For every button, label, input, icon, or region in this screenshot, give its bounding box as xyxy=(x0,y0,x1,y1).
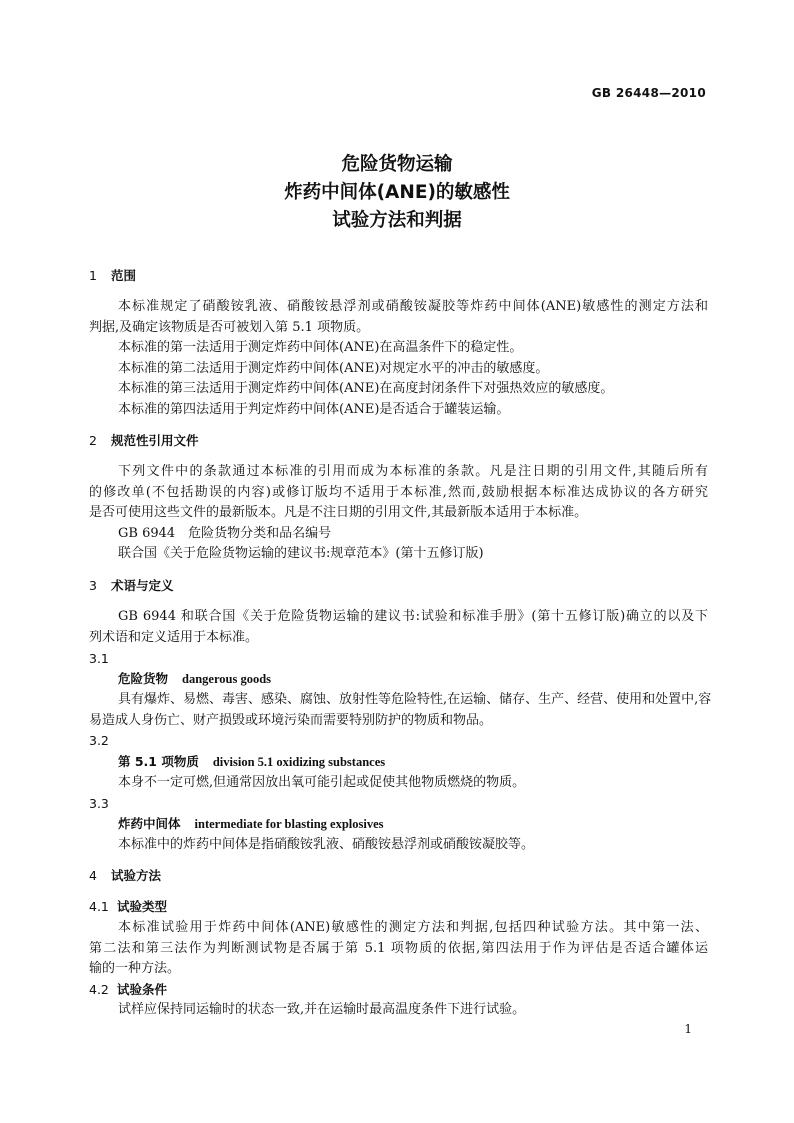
term-chinese: 炸药中间体 xyxy=(118,816,181,831)
document-title-line-1: 危险货物运输 xyxy=(341,154,453,175)
section-1-heading xyxy=(89,266,708,286)
paragraph-line: 本标准规定了硝酸铵乳液、硝酸铵悬浮剂或硝酸铵凝胶等炸药中间体(ANE)敏感性的测定方法和 xyxy=(118,299,708,314)
page-number: 1 xyxy=(684,1022,692,1036)
paragraph-line: 列术语和定义适用于本标准。 xyxy=(89,630,259,645)
paragraph-line: 判据,及确定该物质是否可被划入第 5.1 项物质。 xyxy=(89,320,370,335)
subsection-title: 试验条件 xyxy=(117,982,168,997)
subsection-title: 试验类型 xyxy=(117,899,168,914)
paragraph-line: 本标准的第三法适用于测定炸药中间体(ANE)在高度封闭条件下对强热效应的敏感度。 xyxy=(118,381,614,396)
paragraph-line: 本标准试验用于炸药中间体(ANE)敏感性的测定方法和判据,包括四种试验方法。其中第一法、 xyxy=(118,920,708,935)
paragraph-line: 是否可使用这些文件的最新版本。凡是不注日期的引用文件,其最新版本适用于本标准。 xyxy=(89,505,588,520)
section-number: 3 xyxy=(89,578,97,593)
term-english: dangerous goods xyxy=(182,672,272,686)
section-number: 1 xyxy=(89,268,97,283)
section-title: 规范性引用文件 xyxy=(111,433,199,448)
term-heading xyxy=(118,669,708,689)
subsection-number: 4.2 xyxy=(89,982,109,997)
reference-item: GB 6944 危险货物分类和品名编号 xyxy=(118,526,332,541)
section-number: 2 xyxy=(89,433,97,448)
section-title: 试验方法 xyxy=(111,868,162,883)
subsection-number: 4.1 xyxy=(89,899,109,914)
reference-item: 联合国《关于危险货物运输的建议书:规章范本》(第十五修订版) xyxy=(118,546,484,561)
subsection-4-2-heading xyxy=(89,980,708,1000)
term-english: division 5.1 oxidizing substances xyxy=(212,755,386,769)
term-heading xyxy=(118,752,708,772)
paragraph-line: 输的一种方法。 xyxy=(89,961,181,976)
term-english: intermediate for blasting explosives xyxy=(194,817,384,831)
paragraph-line: 试样应保持同运输时的状态一致,并在运输时最高温度条件下进行试验。 xyxy=(118,1002,526,1017)
section-number: 4 xyxy=(89,868,97,883)
paragraph-line: 第二法和第三法作为判断测试物是否属于第 5.1 项物质的依据,第四法用于作为评估是否适合罐体运 xyxy=(89,941,708,956)
paragraph-line: 的修改单(不包括勘误的内容)或修订版均不适用于本标准,然而,鼓励根据本标准达成协议的各方研究 xyxy=(89,485,708,500)
section-4-heading xyxy=(89,866,708,886)
section-title: 范围 xyxy=(111,268,137,283)
document-title-line-2: 炸药中间体(ANE)的敏感性 xyxy=(284,182,510,203)
definition-line: 具有爆炸、易燃、毒害、感染、腐蚀、放射性等危险特性,在运输、储存、生产、经营、使用和处置中,容 xyxy=(118,692,712,707)
section-title: 术语与定义 xyxy=(111,578,174,593)
term-number: 3.3 xyxy=(89,796,109,811)
term-chinese: 第 5.1 项物质 xyxy=(118,754,199,769)
paragraph-line: 本标准的第一法适用于测定炸药中间体(ANE)在高温条件下的稳定性。 xyxy=(118,340,523,355)
paragraph-line: 本标准的第二法适用于测定炸药中间体(ANE)对规定水平的冲击的敏感度。 xyxy=(118,361,549,376)
term-chinese: 危险货物 xyxy=(118,671,169,686)
subsection-4-1-heading xyxy=(89,897,708,917)
term-number: 3.1 xyxy=(89,651,109,666)
paragraph-line: GB 6944 和联合国《关于危险货物运输的建议书:试验和标准手册》(第十五修订版)确立的以及下 xyxy=(118,609,708,624)
term-heading xyxy=(118,814,708,834)
definition-line: 本标准中的炸药中间体是指硝酸铵乳液、硝酸铵悬浮剂或硝酸铵凝胶等。 xyxy=(118,837,535,852)
term-number: 3.2 xyxy=(89,733,109,748)
standard-number: GB 26448—2010 xyxy=(591,86,706,100)
document-title-line-3: 试验方法和判据 xyxy=(332,210,462,231)
section-2-heading xyxy=(89,431,708,451)
section-3-heading xyxy=(89,576,708,596)
definition-line: 本身不一定可燃,但通常因放出氧可能引起或促使其他物质燃烧的物质。 xyxy=(118,775,526,790)
definition-line: 易造成人身伤亡、财产损毁或环境污染而需要特别防护的物质和物品。 xyxy=(89,713,493,728)
paragraph-line: 本标准的第四法适用于判定炸药中间体(ANE)是否适合于罐装运输。 xyxy=(118,402,510,417)
paragraph-line: 下列文件中的条款通过本标准的引用而成为本标准的条款。凡是注日期的引用文件,其随后所有 xyxy=(118,464,708,479)
